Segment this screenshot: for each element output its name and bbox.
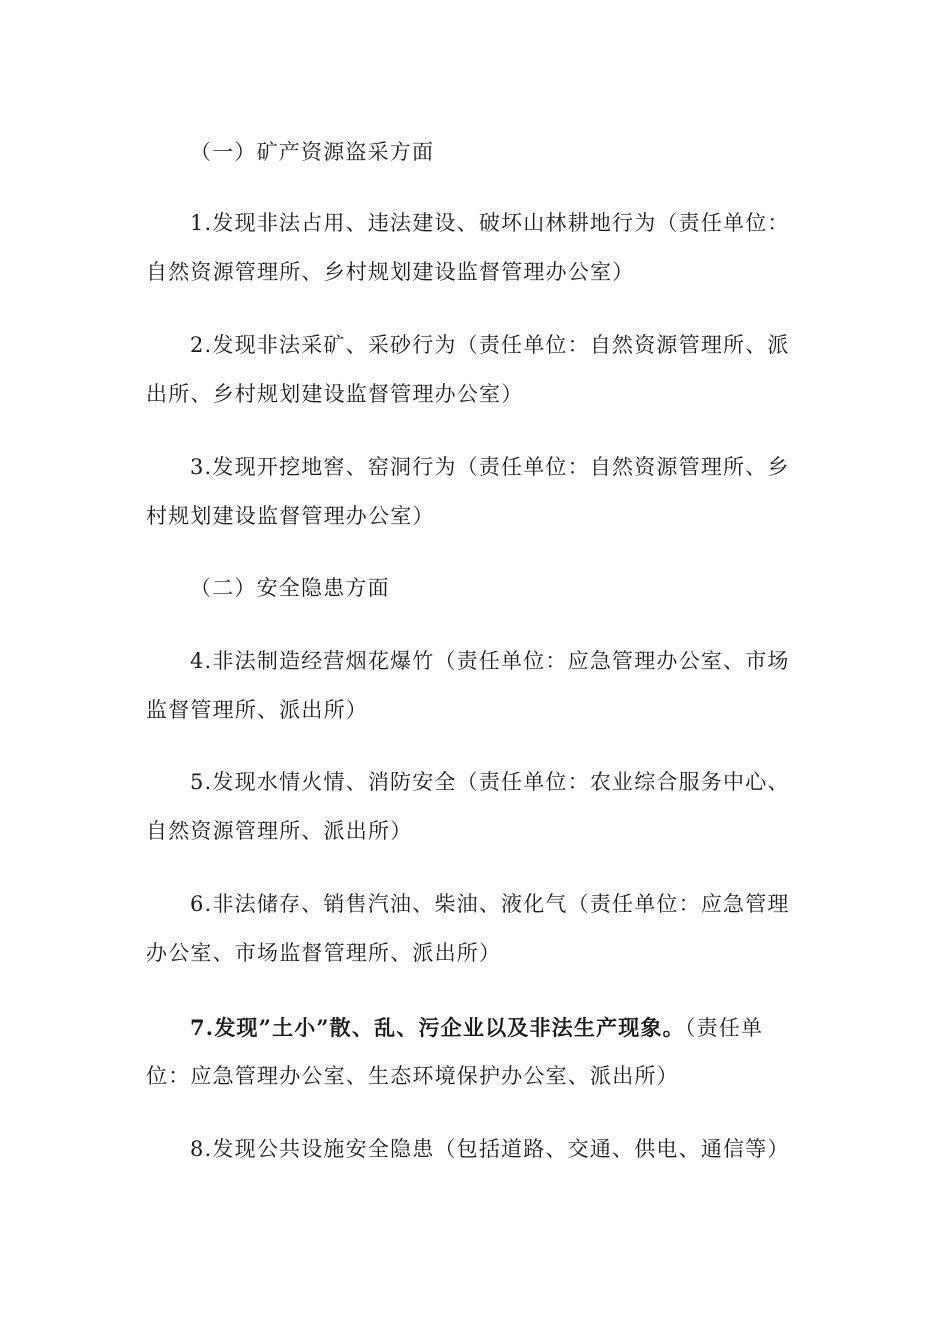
list-item-7-bold-text: 7.发现”土小”散、乱、污企业以及非法生产现象。	[190, 1015, 685, 1040]
list-item-5	[146, 758, 808, 856]
list-item-1-line2: 自然资源管理所、乡村规划建设监督管理办公室）	[146, 260, 635, 284]
section-heading-safety: （二）安全隐患方面	[190, 576, 390, 600]
list-item-7-line1	[146, 1003, 808, 1052]
section-heading-mineral: （一）矿产资源盗采方面	[190, 140, 435, 164]
list-item-4-line1: 4.非法制造经营烟花爆竹（责任单位：应急管理办公室、市场	[190, 649, 790, 673]
list-item-7	[146, 1003, 808, 1101]
list-item-6	[146, 880, 808, 978]
list-item-1-line1: 1.发现非法占用、违法建设、破坏山林耕地行为（责任单位：	[190, 211, 790, 235]
list-item-8	[146, 1125, 808, 1174]
list-item-3-line2: 村规划建设监督管理办公室）	[146, 504, 435, 528]
list-item-1	[146, 199, 808, 297]
list-item-6-line2: 办公室、市场监督管理所、派出所）	[146, 941, 502, 965]
list-item-3-line1: 3.发现开挖地窖、窑洞行为（责任单位：自然资源管理所、乡	[190, 455, 790, 479]
list-item-2-line2: 出所、乡村规划建设监督管理办公室）	[146, 382, 524, 406]
list-item-7-rest-text: （责任单	[684, 1016, 764, 1040]
list-item-5-line1: 5.发现水情火情、消防安全（责任单位：农业综合服务中心、	[190, 770, 790, 794]
list-item-5-line2: 自然资源管理所、派出所）	[146, 819, 413, 843]
list-item-2-line1: 2.发现非法采矿、采砂行为（责任单位：自然资源管理所、派	[190, 333, 790, 357]
list-item-3	[146, 443, 808, 541]
list-item-4	[146, 637, 808, 735]
list-item-8-line1: 8.发现公共设施安全隐患（包括道路、交通、供电、通信等）	[190, 1137, 790, 1161]
list-item-6-line1: 6.非法储存、销售汽油、柴油、液化气（责任单位：应急管理	[190, 892, 790, 916]
list-item-4-line2: 监督管理所、派出所）	[146, 698, 368, 722]
list-item-7-line2: 位：应急管理办公室、生态环境保护办公室、派出所）	[146, 1064, 679, 1088]
list-item-2	[146, 321, 808, 419]
